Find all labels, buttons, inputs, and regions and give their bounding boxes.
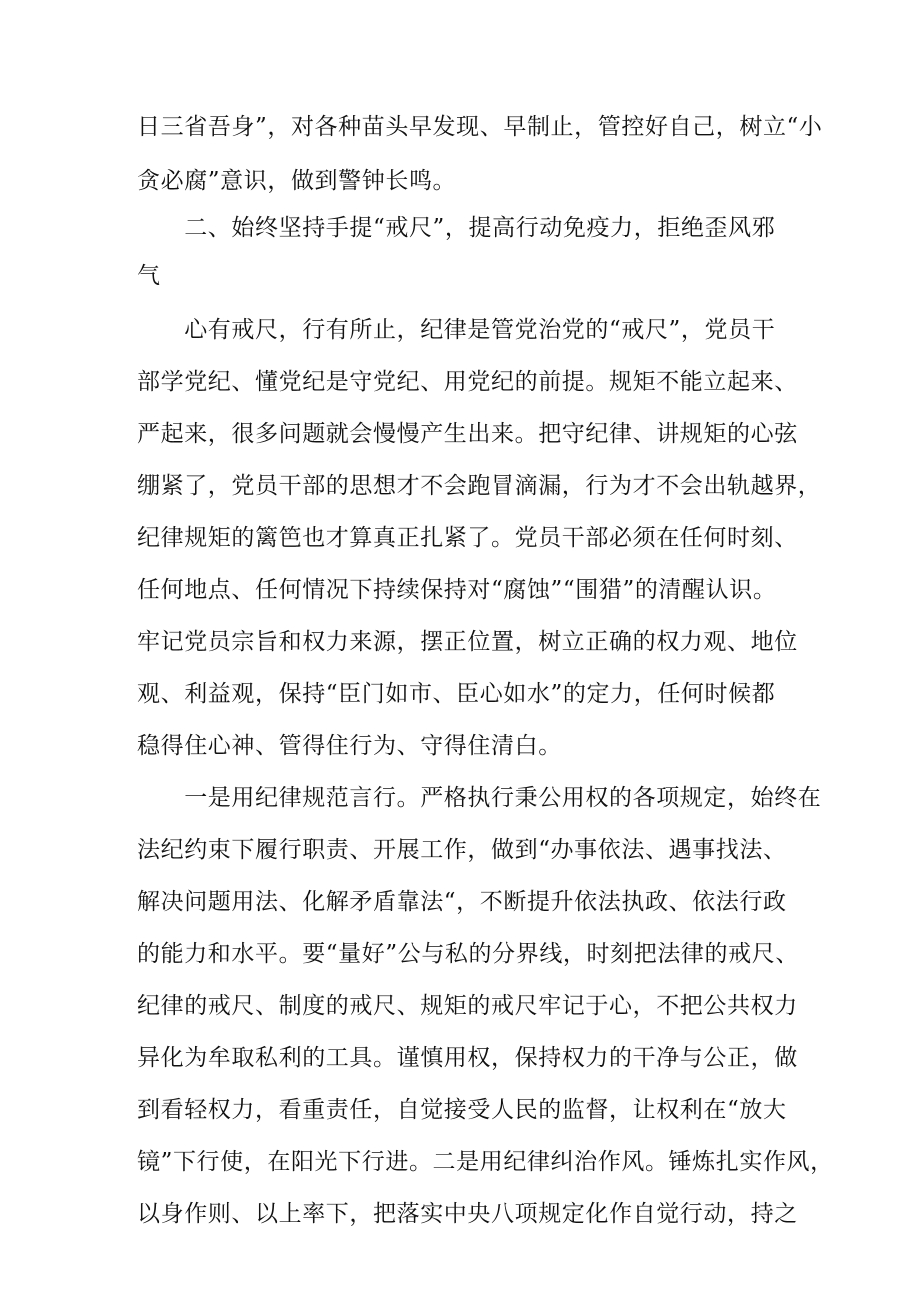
text-line: 绷紧了，党员干部的思想才不会跑冒滴漏，行为才不会出轨越界， <box>137 473 822 499</box>
section-heading-line: 气 <box>137 263 161 289</box>
text-line: 解决问题用法、化解矛盾靠法“，不断提升依法执政、依法行政 <box>137 889 787 915</box>
text-line: 严起来，很多问题就会慢慢产生出来。把守纪律、讲规矩的心弦 <box>137 421 798 447</box>
text-line: 心有戒尺，行有所止，纪律是管党治党的“戒尺”，党员干 <box>137 317 776 343</box>
text-line: 部学党纪、懂党纪是守党纪、用党纪的前提。规矩不能立起来、 <box>137 369 798 395</box>
text-line: 异化为牟取私利的工具。谨慎用权，保持权力的干净与公正，做 <box>137 1045 798 1071</box>
section-heading-line: 二、始终坚持手提“戒尺”，提高行动免疫力，拒绝歪风邪 <box>137 215 776 241</box>
text-line: 以身作则、以上率下，把落实中央八项规定化作自觉行动，持之 <box>137 1201 798 1227</box>
text-line: 稳得住心神、管得住行为、守得住清白。 <box>137 733 562 759</box>
text-line: 到看轻权力，看重责任，自觉接受人民的监督，让权利在“放大 <box>137 1097 787 1123</box>
text-line: 任何地点、任何情况下持续保持对“腐蚀”“围猎”的清醒认识。 <box>137 577 777 603</box>
text-line: 观、利益观，保持“臣门如市、臣心如水”的定力，任何时候都 <box>137 681 776 707</box>
text-line: 法纪约束下履行职责、开展工作，做到“办事依法、遇事找法、 <box>137 837 787 863</box>
text-line: 牢记党员宗旨和权力来源，摆正位置，树立正确的权力观、地位 <box>137 629 798 655</box>
text-line: 镜”下行使，在阳光下行进。二是用纪律纠治作风。锤炼扎实作风， <box>137 1149 834 1175</box>
text-line: 贪必腐”意识，做到警钟长鸣。 <box>137 168 457 194</box>
text-line: 的能力和水平。要“量好”公与私的分界线，时刻把法律的戒尺、 <box>137 941 799 967</box>
text-line: 日三省吾身”，对各种苗头早发现、早制止，管控好自己，树立“小 <box>137 114 823 140</box>
text-line: 一是用纪律规范言行。严格执行秉公用权的各项规定，始终在 <box>137 785 822 811</box>
text-line: 纪律的戒尺、制度的戒尺、规矩的戒尺牢记于心，不把公共权力 <box>137 993 798 1019</box>
text-line: 纪律规矩的篱笆也才算真正扎紧了。党员干部必须在任何时刻、 <box>137 525 798 551</box>
